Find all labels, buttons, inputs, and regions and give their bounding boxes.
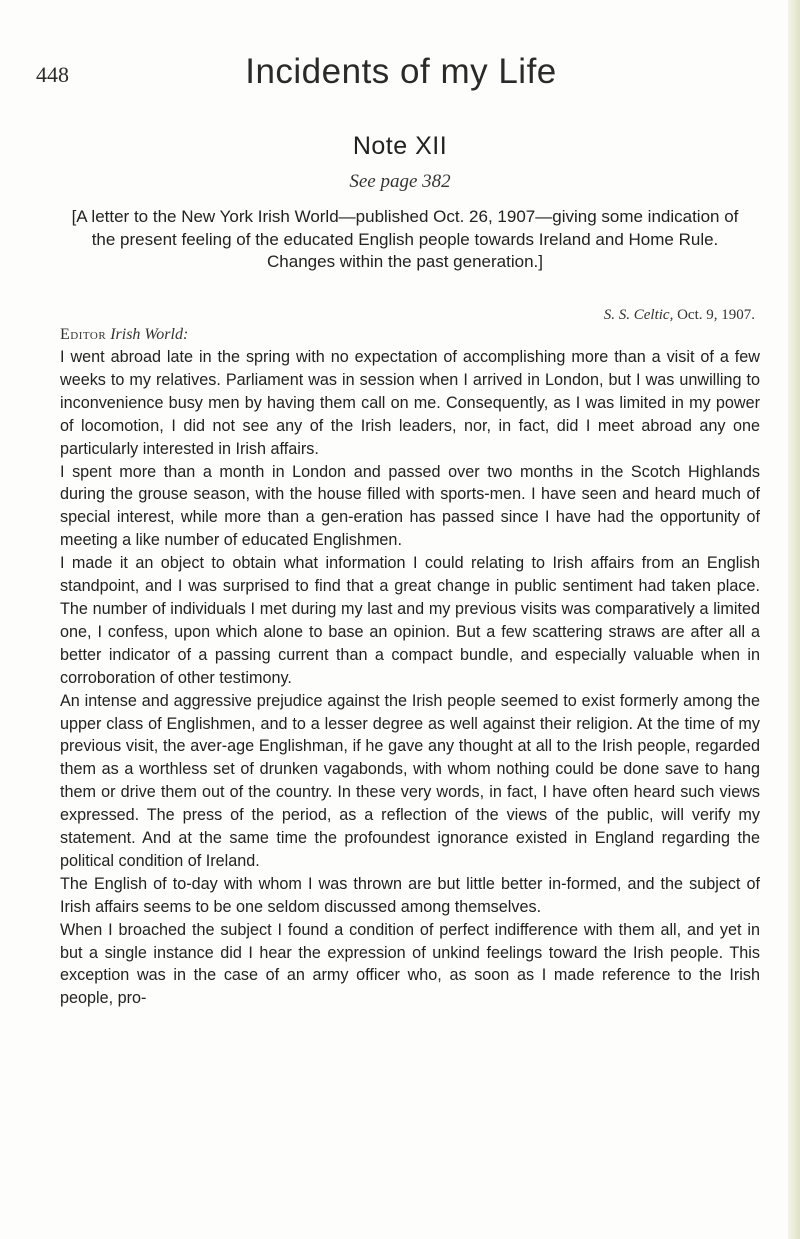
page-number: 448 xyxy=(36,62,69,87)
letter-salutation xyxy=(60,326,188,344)
editorial-intro: [A letter to the New York Irish World—published Oct. 26, 1907—giving some indication of the present feeling of the educated English people towards Ireland and Home Rule. Changes within the past generation.] xyxy=(71,207,739,271)
salutation-title: Editor xyxy=(60,326,107,343)
dateline-ship: S. S. Celtic, xyxy=(603,307,674,323)
running-title: Incidents of my Life xyxy=(245,52,557,91)
paragraph: I spent more than a month in London and passed over two months in the Scotch Highlands during the grouse season, with the house filled with sports-men. I have seen and heard much of special interest, while more than a gen-eration has passed since I have had the opportunity of meeting a like number of educated Englishmen. xyxy=(60,462,760,550)
paragraph: I went abroad late in the spring with no expectation of accomplishing more than a visit of a few weeks to my relatives. Parliament was in session when I arrived in London, but I was unwilling to inconvenience busy men by having them call on me. Consequently, as I was limited in my power of locomotion, I did not see any of the Irish leaders, nor, in fact, did I meet abroad any one particularly interested in Irish affairs. xyxy=(60,348,760,458)
paragraph: I made it an object to obtain what information I could relating to Irish affairs from an English standpoint, and I was surprised to find that a great change in public sentiment had taken place. The number of individuals I met during my last and my previous visits was comparatively a limited one, I confess, upon which alone to base an opinion. But a few scattering straws are after all a better indicator of a passing current than a compact bundle, and especially valuable when in corroboration of other testimony. xyxy=(60,554,760,687)
note-title: Note XII xyxy=(352,132,448,160)
dateline-date: Oct. 9, 1907. xyxy=(677,307,755,323)
paragraph: When I broached the subject I found a condition of perfect indifference with them all, and yet in but a single instance did I hear the expression of unkind feelings toward the Irish people. This exception was in the case of an army officer who, as soon as I made reference to the Irish people, pro- xyxy=(60,920,760,1008)
paragraph: An intense and aggressive prejudice against the Irish people seemed to exist formerly among the upper class of Englishmen, and to a lesser degree as well against their religion. At the time of my previous visit, the aver-age Englishman, if he gave any thought at all to the Irish people, regarded them as a worthless set of drunken vagabonds, with whom nothing could be done save to hang them or drive them out of the country. In these very words, in fact, I have often heard such views expressed. The press of the period, as a reflection of the views of the public, will verify my statement. And at the same time the profoundest ignorance existed in England regarding the political condition of Ireland. xyxy=(60,691,760,870)
page-header xyxy=(36,52,766,104)
see-page-reference: See page 382 xyxy=(349,171,451,192)
letter-dateline xyxy=(380,307,755,324)
letter-body xyxy=(60,346,760,1010)
salutation-paper: Irish World: xyxy=(110,326,189,343)
paragraph: The English of to-day with whom I was thrown are but little better in-formed, and the subject of Irish affairs seems to be one seldom discussed among themselves. xyxy=(60,874,760,916)
